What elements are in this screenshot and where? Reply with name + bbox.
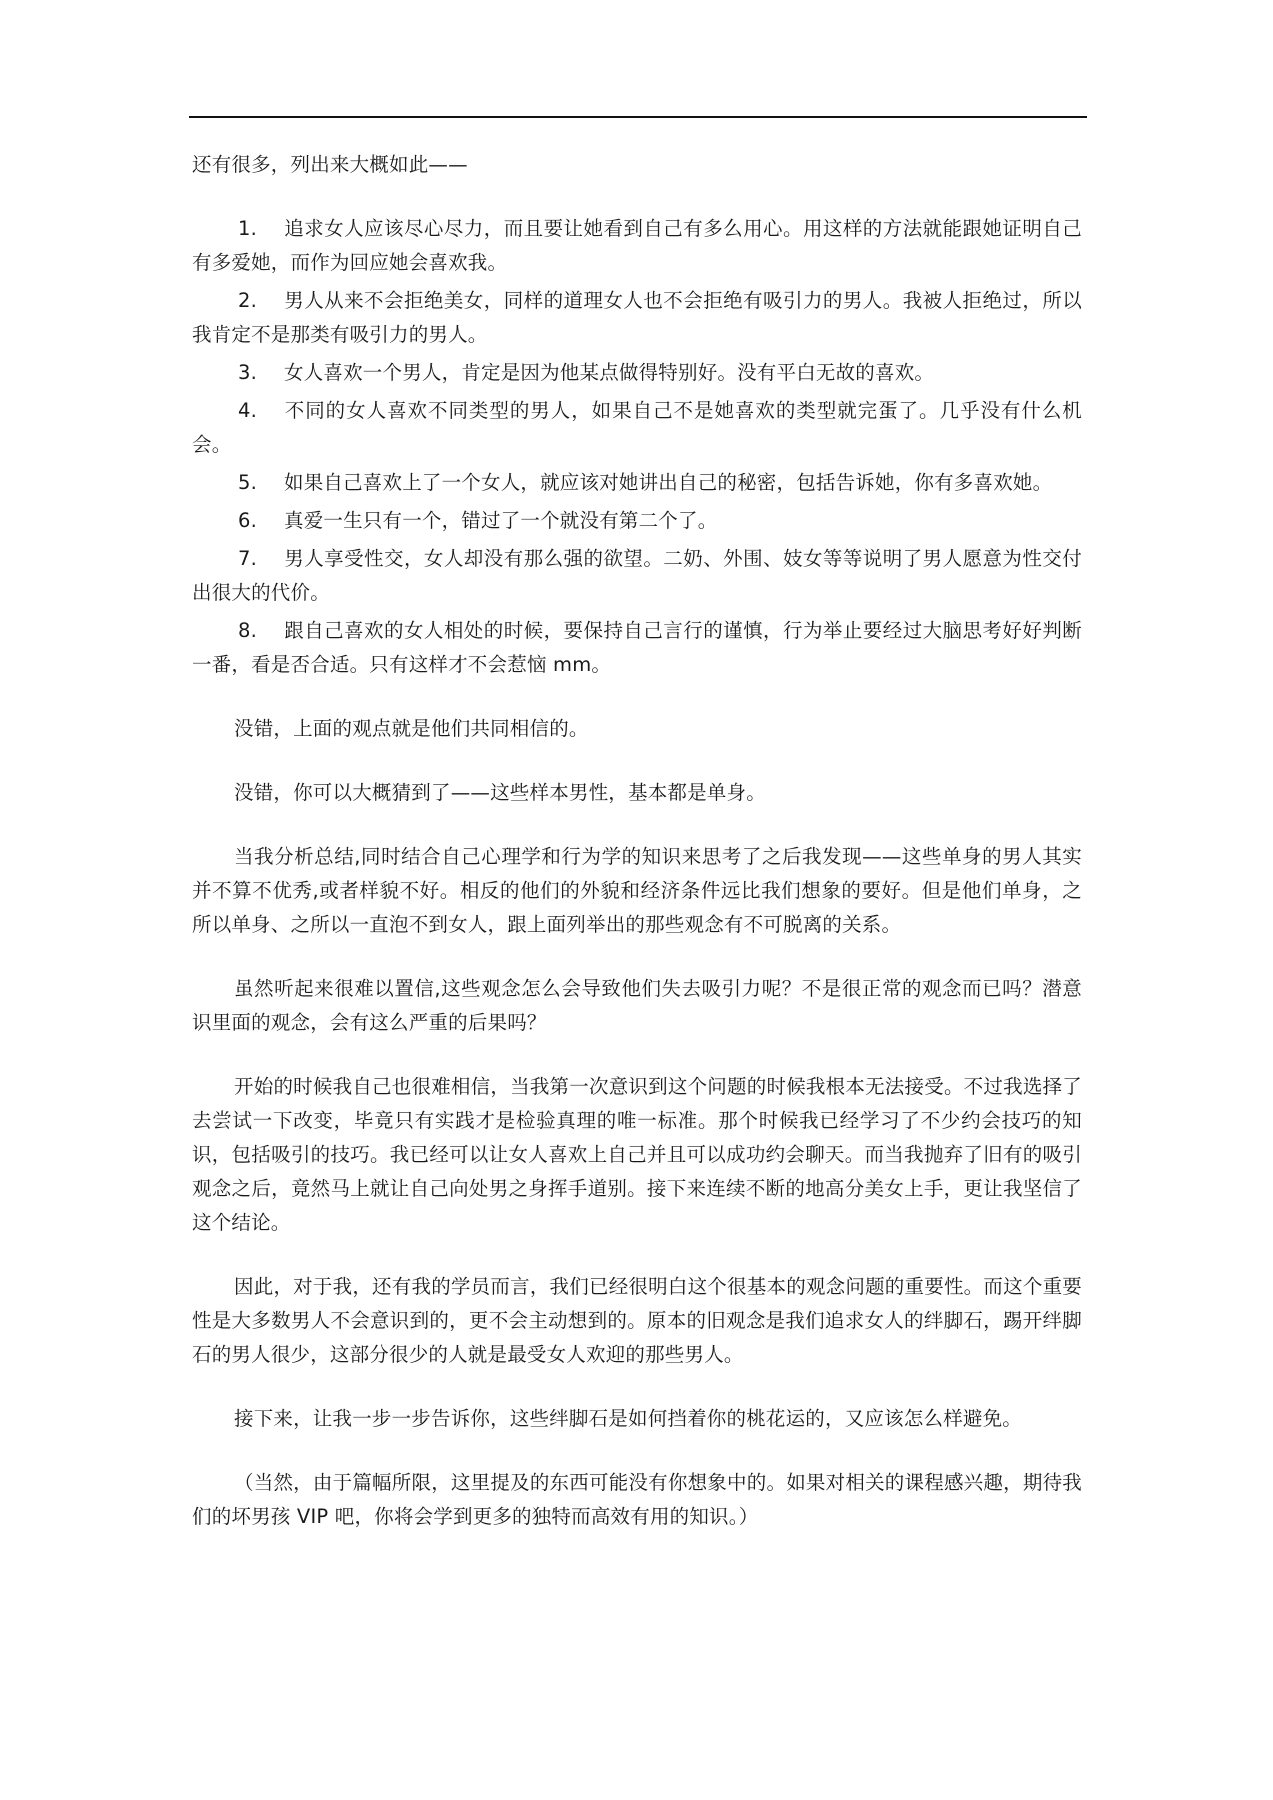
list-number: 3. — [238, 361, 258, 384]
list-item-7 — [192, 542, 1082, 610]
list-number: 1. — [238, 217, 258, 240]
list-number: 5. — [238, 471, 258, 494]
list-number: 4. — [238, 399, 258, 422]
list-text: 跟自己喜欢的女人相处的时候，要保持自己言行的谨慎，行为举止要经过大脑思考好好判断一番，看是否合适。只有这样才不会惹恼 mm。 — [192, 619, 1082, 676]
document-body — [192, 148, 1082, 1564]
paragraph-4: 虽然听起来很难以置信,这些观念怎么会导致他们失去吸引力呢？不是很正常的观念而已吗？潜意识里面的观念，会有这么严重的后果吗？ — [192, 977, 1082, 1034]
list-text: 追求女人应该尽心尽力，而且要让她看到自己有多么用心。用这样的方法就能跟她证明自己有多爱她，而作为回应她会喜欢我。 — [192, 217, 1082, 274]
header-rule — [189, 116, 1087, 118]
paragraph-8: （当然，由于篇幅所限，这里提及的东西可能没有你想象中的。如果对相关的课程感兴趣，期待我们的坏男孩 VIP 吧，你将会学到更多的独特而高效有用的知识。） — [192, 1471, 1082, 1528]
list-text: 男人享受性交，女人却没有那么强的欲望。二奶、外围、妓女等等说明了男人愿意为性交付出很大的代价。 — [192, 547, 1082, 604]
list-text: 男人从来不会拒绝美女，同样的道理女人也不会拒绝有吸引力的男人。我被人拒绝过，所以我肯定不是那类有吸引力的男人。 — [192, 289, 1082, 346]
paragraph-3: 当我分析总结,同时结合自己心理学和行为学的知识来思考了之后我发现——这些单身的男人其实并不算不优秀,或者样貌不好。相反的他们的外貌和经济条件远比我们想象的要好。但是他们单身，之所以单身、之所以一直泡不到女人，跟上面列举出的那些观念有不可脱离的关系。 — [192, 845, 1082, 936]
intro-line: 还有很多，列出来大概如此—— — [192, 153, 468, 176]
list-item-5 — [192, 466, 1082, 500]
list-number: 2. — [238, 289, 258, 312]
list-text: 如果自己喜欢上了一个女人，就应该对她讲出自己的秘密，包括告诉她，你有多喜欢她。 — [284, 471, 1053, 494]
paragraph-5: 开始的时候我自己也很难相信，当我第一次意识到这个问题的时候我根本无法接受。不过我选择了去尝试一下改变，毕竟只有实践才是检验真理的唯一标准。那个时候我已经学习了不少约会技巧的知识，包括吸引的技巧。我已经可以让女人喜欢上自己并且可以成功约会聊天。而当我抛弃了旧有的吸引观念之后，竟然马上就让自己向处男之身挥手道别。接下来连续不断的地高分美女上手，更让我坚信了这个结论。 — [192, 1075, 1082, 1234]
list-text: 不同的女人喜欢不同类型的男人，如果自己不是她喜欢的类型就完蛋了。几乎没有什么机会。 — [192, 399, 1082, 456]
paragraph-6: 因此，对于我，还有我的学员而言，我们已经很明白这个很基本的观念问题的重要性。而这个重要性是大多数男人不会意识到的，更不会主动想到的。原本的旧观念是我们追求女人的绊脚石，踢开绊脚石的男人很少，这部分很少的人就是最受女人欢迎的那些男人。 — [192, 1275, 1082, 1366]
list-number: 7. — [238, 547, 258, 570]
paragraph-2: 没错，你可以大概猜到了——这些样本男性，基本都是单身。 — [234, 781, 766, 804]
list-number: 8. — [238, 619, 258, 642]
list-text: 女人喜欢一个男人，肯定是因为他某点做得特别好。没有平白无故的喜欢。 — [284, 361, 935, 384]
paragraph-1: 没错，上面的观点就是他们共同相信的。 — [234, 717, 589, 740]
list-item-4 — [192, 394, 1082, 462]
list-item-1 — [192, 212, 1082, 280]
numbered-list — [192, 212, 1082, 682]
list-item-8 — [192, 614, 1082, 682]
list-item-2 — [192, 284, 1082, 352]
list-item-6 — [192, 504, 1082, 538]
list-number: 6. — [238, 509, 258, 532]
list-text: 真爱一生只有一个，错过了一个就没有第二个了。 — [284, 509, 718, 532]
paragraph-7: 接下来，让我一步一步告诉你，这些绊脚石是如何挡着你的桃花运的，又应该怎么样避免。 — [234, 1407, 1023, 1430]
list-item-3 — [192, 356, 1082, 390]
